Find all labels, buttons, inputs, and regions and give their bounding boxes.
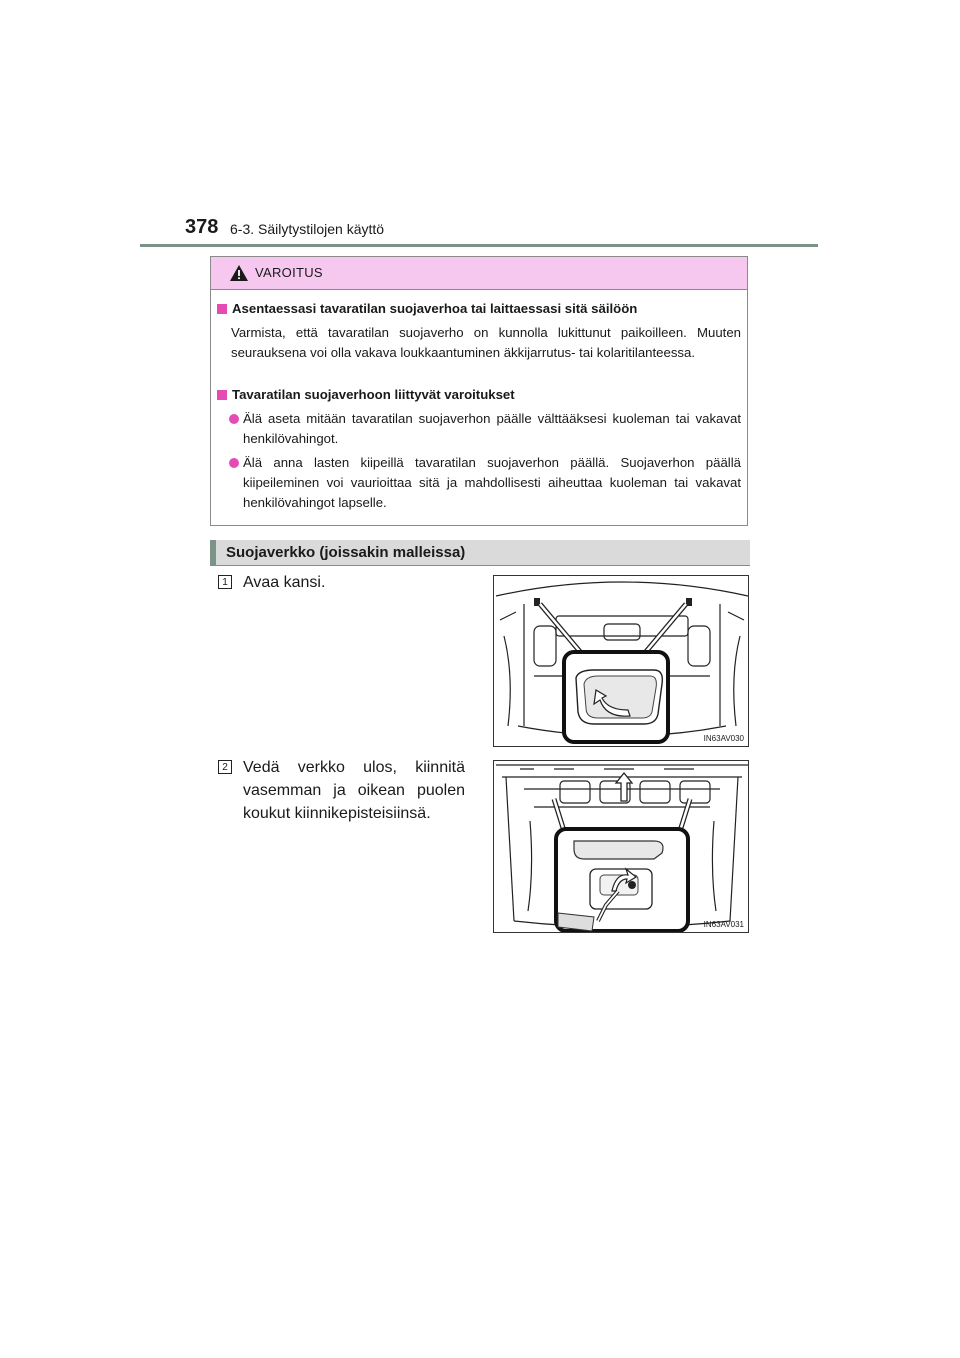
warning-triangle-icon bbox=[229, 264, 249, 282]
round-bullet-icon bbox=[229, 458, 239, 468]
figure-open-cover bbox=[493, 575, 749, 747]
step-text-1: Avaa kansi. bbox=[243, 574, 326, 591]
figure-pull-net bbox=[493, 760, 749, 933]
warning-bullet-1: Älä aseta mitään tavaratilan suojaverhon päälle välttääksesi kuoleman tai vakavat henkilövahingot. bbox=[229, 409, 741, 449]
cargo-net-illustration bbox=[494, 761, 749, 933]
page-number: 378 bbox=[185, 216, 219, 238]
warning-header bbox=[211, 257, 747, 290]
cargo-area-illustration bbox=[494, 576, 749, 747]
square-bullet-icon bbox=[217, 390, 227, 400]
subsection-bar bbox=[210, 540, 750, 566]
step-number-2: 2 bbox=[218, 760, 232, 774]
header-rule bbox=[140, 244, 818, 247]
square-bullet-icon bbox=[217, 304, 227, 314]
section-title: 6-3. Säilytystilojen käyttö bbox=[230, 221, 385, 237]
warning-title: VAROITUS bbox=[255, 265, 323, 280]
figure-code-2: IN63AV031 bbox=[703, 920, 744, 929]
warning-heading-2: Tavaratilan suojaverhoon liittyvät varoitukset bbox=[217, 385, 737, 405]
warning-text-1: Varmista, että tavaratilan suojaverho on kunnolla lukittunut paikoilleen. Muuten seurauksena voi olla vakava loukkaantuminen äkkijarrutus- tai kolaritilanteessa. bbox=[231, 325, 741, 360]
warning-box bbox=[210, 256, 748, 526]
warning-heading-1: Asentaessasi tavaratilan suojaverhoa tai laittaessasi sitä säilöön bbox=[217, 299, 737, 319]
warning-bullet-2: Älä anna lasten kiipeillä tavaratilan suojaverhon päällä. Suojaverhon päällä kiipeileminen voi vaurioittaa sitä ja mahdollisesti aiheuttaa kuoleman tai vakavat henkilövahingot lapselle. bbox=[229, 453, 741, 513]
subsection-accent bbox=[210, 540, 216, 565]
step-number-1: 1 bbox=[218, 575, 232, 589]
round-bullet-icon bbox=[229, 414, 239, 424]
figure-code-1: IN63AV030 bbox=[703, 734, 744, 743]
subsection-title: Suojaverkko (joissakin malleissa) bbox=[226, 544, 466, 561]
step-text-2: Vedä verkko ulos, kiinnitä vasemman ja oikean puolen koukut kiinnikepisteisiinsä. bbox=[243, 759, 465, 822]
